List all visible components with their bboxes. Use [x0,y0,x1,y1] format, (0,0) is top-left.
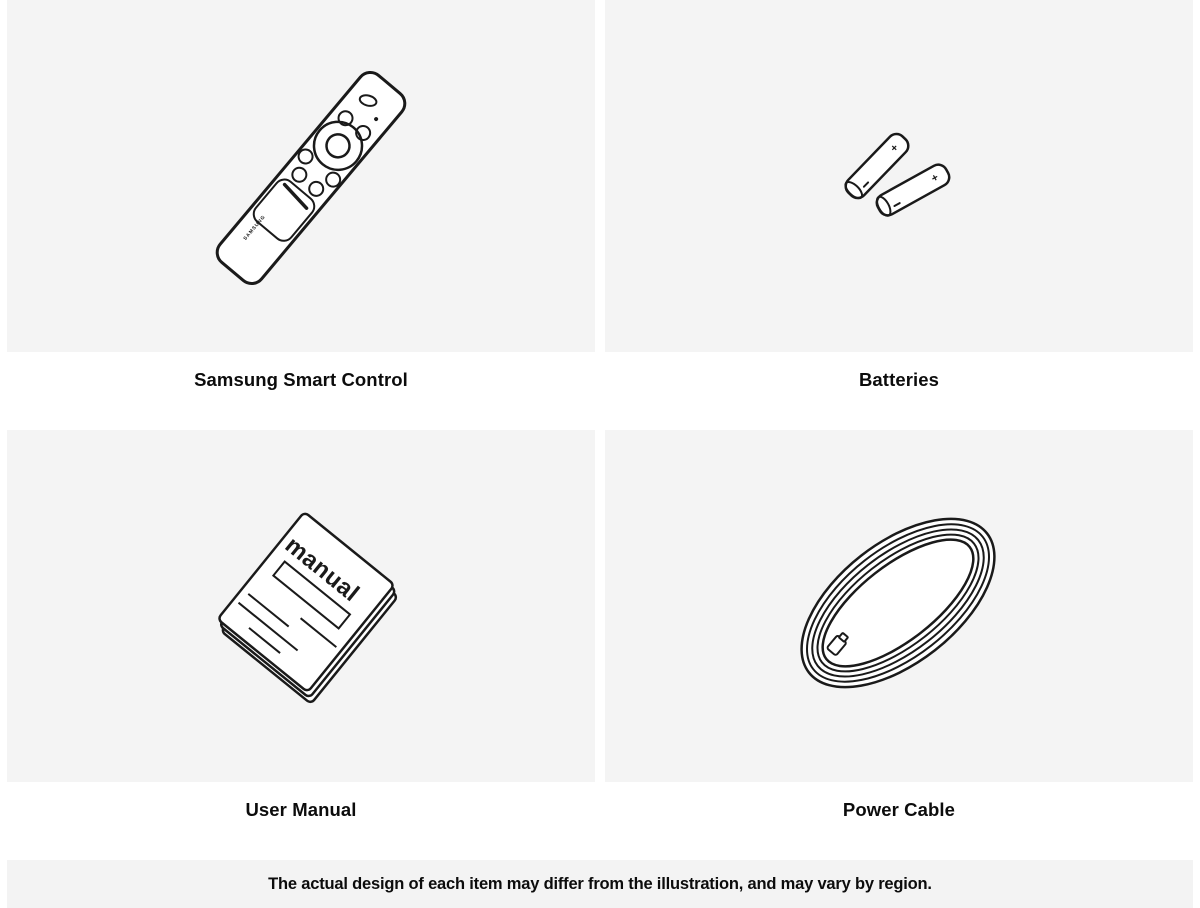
item-card-power-cable [605,430,1193,860]
item-label: Samsung Smart Control [194,369,408,390]
illustration-panel [7,0,595,352]
remote-control-icon [7,0,595,352]
item-card-user-manual [7,430,595,860]
battery-plus-mark: + [888,141,902,155]
user-manual-icon [7,430,595,782]
power-cable-icon [605,430,1193,782]
footer-note: The actual design of each item may differ from the illustration, and may vary by region. [268,874,932,893]
illustration-panel [605,0,1193,352]
item-card-smart-control [7,0,595,430]
footer-note-bar [7,860,1193,908]
illustration-panel [7,430,595,782]
item-label: Power Cable [842,799,956,820]
item-card-batteries [605,0,1193,430]
batteries-icon [605,0,1193,352]
battery-plus-mark: + [929,171,941,186]
item-label: Batteries [858,369,940,390]
item-label: User Manual [245,799,357,820]
manual-cover-text: manual [279,531,365,608]
illustration-panel [605,430,1193,782]
remote-brand-text: SAMSUNG [242,214,268,242]
